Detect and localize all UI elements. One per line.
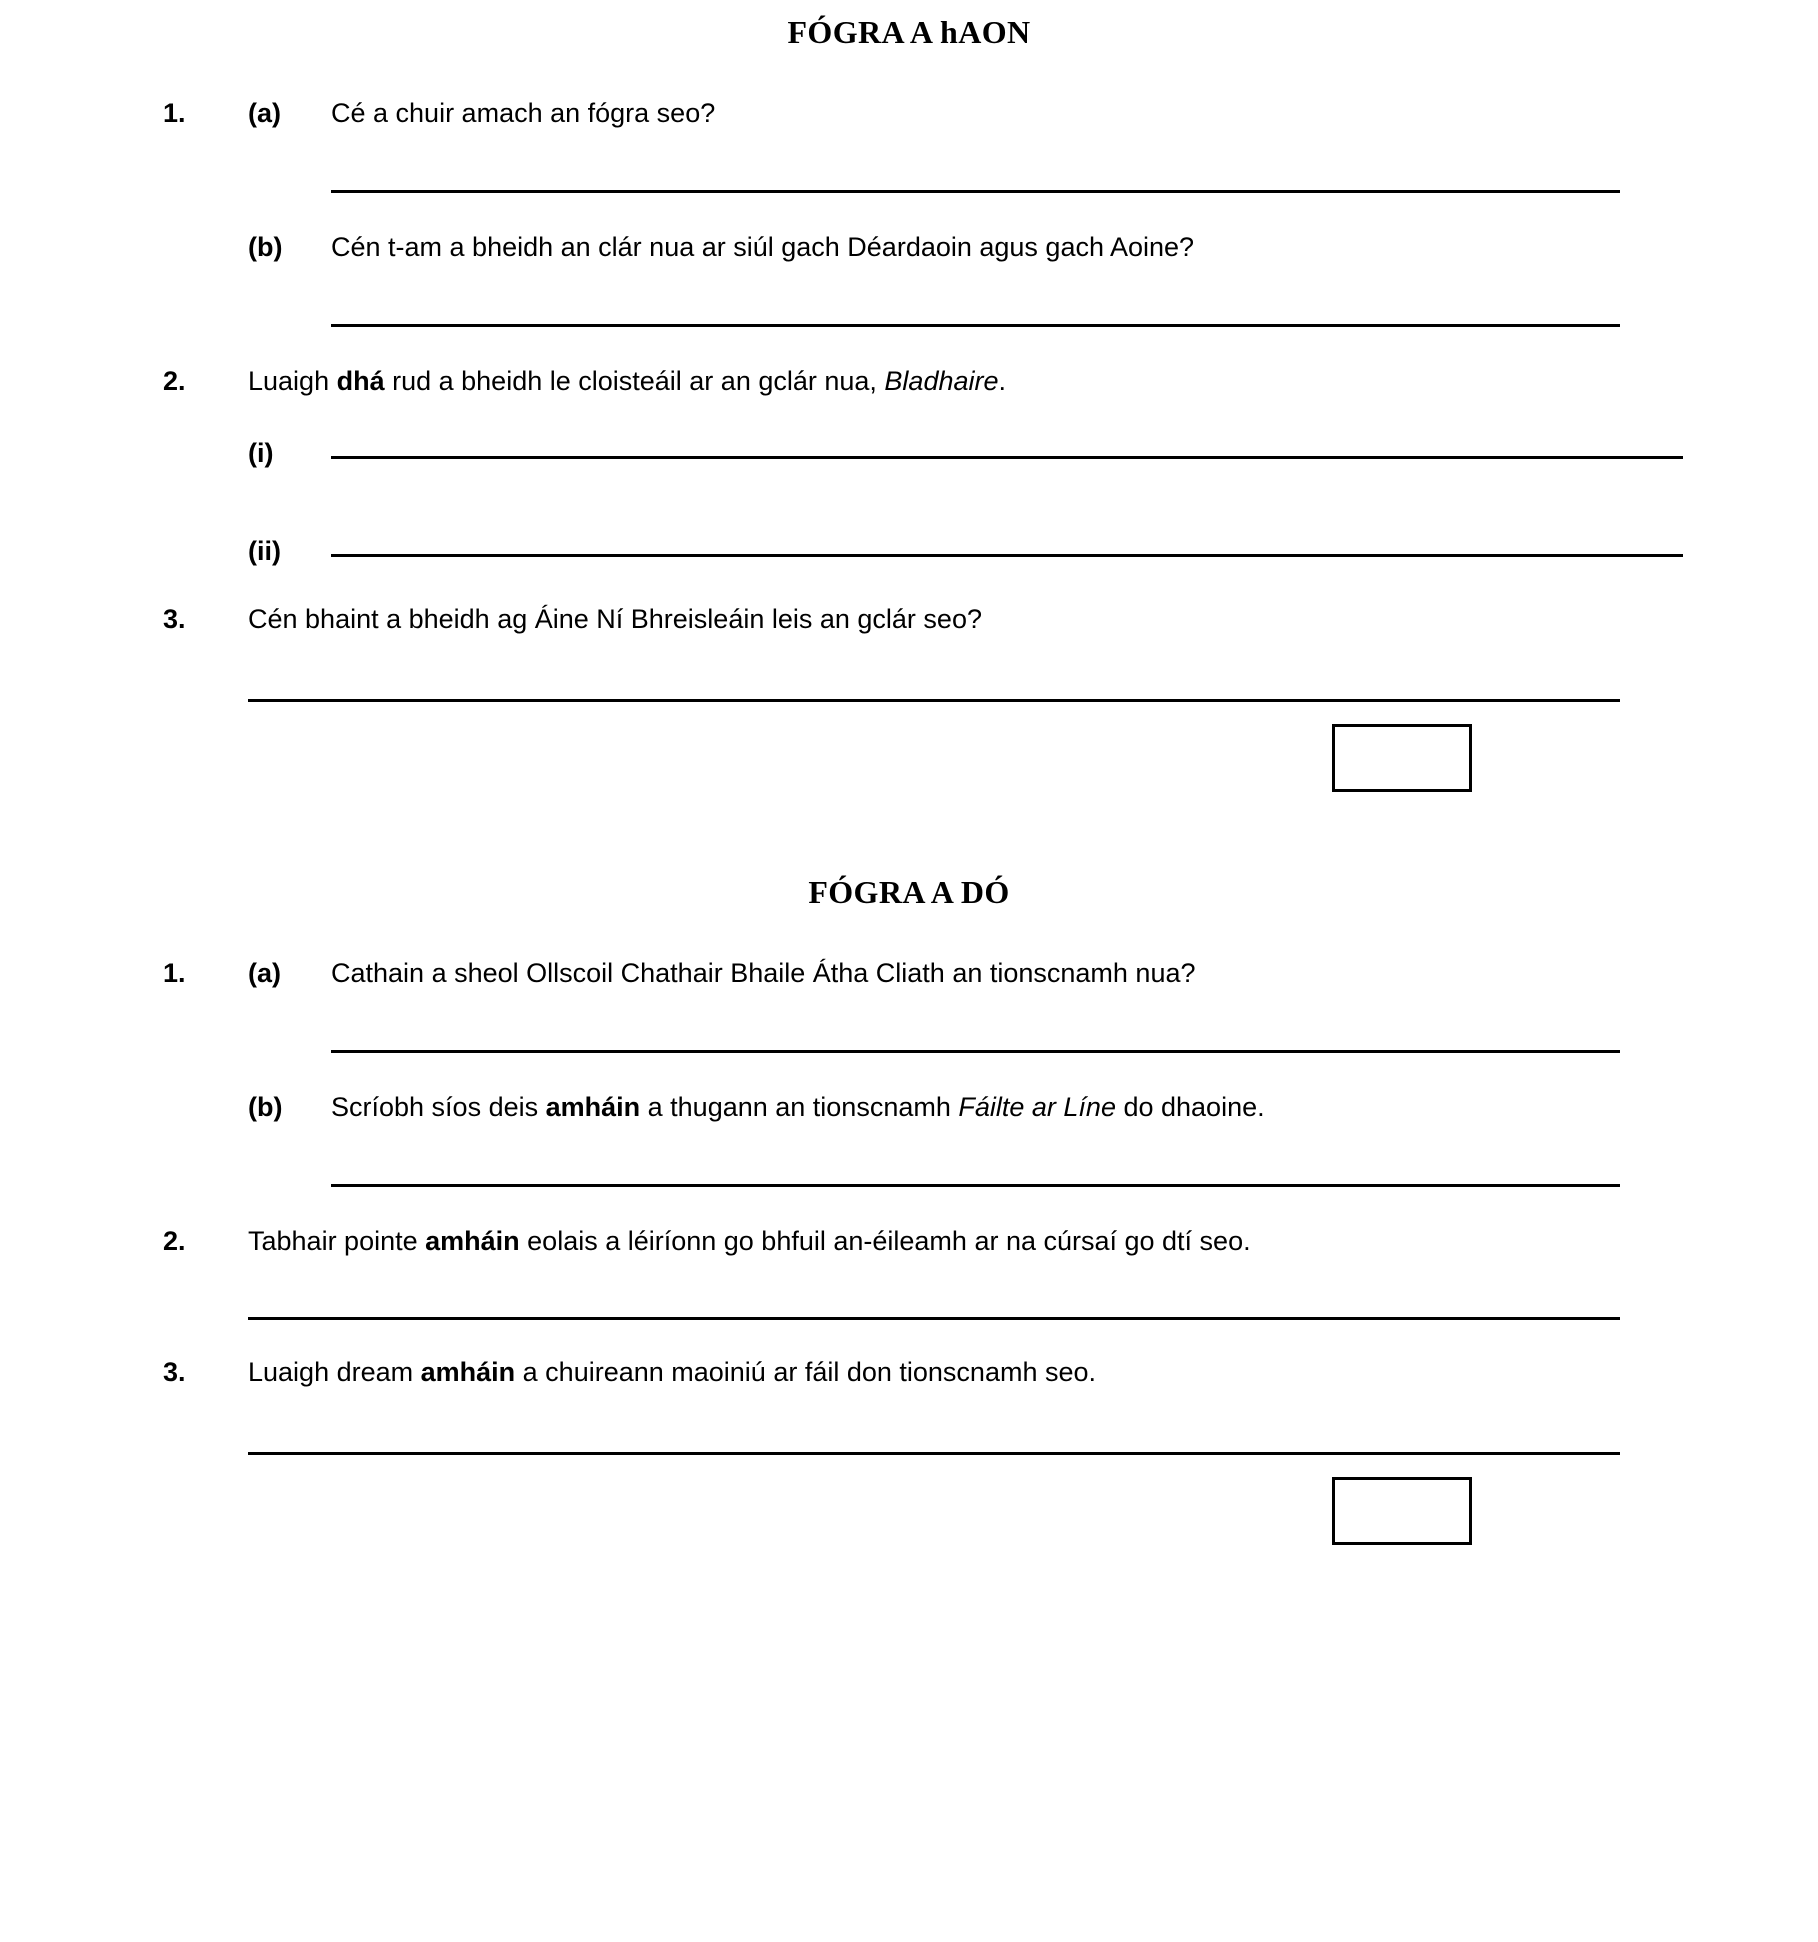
question-number: 1. [163,958,186,988]
question-letter: (a) [248,98,281,128]
question-letter: (b) [248,1091,283,1122]
emphasis-italic: Bladhaire [884,365,999,396]
answer-line-2ii[interactable] [331,554,1683,557]
mark-box[interactable] [1332,724,1472,792]
question-2-3 [0,1356,1818,1390]
emphasis-bold: amháin [425,1225,520,1256]
emphasis-bold: amháin [545,1091,641,1122]
question-2-2 [0,1225,1818,1259]
question-1a [0,97,1818,131]
question-number: 3. [163,1357,186,1388]
subitem-label: (i) [248,438,274,469]
question-text: Cé a chuir amach an fógra seo? [331,98,716,128]
question-text: Cén t-am a bheidh an clár nua ar siúl gach Déardaoin agus gach Aoine? [331,231,1195,262]
question-text: Cén bhaint a bheidh ag Áine Ní Bhreisleáin leis an gclár seo? [248,604,982,635]
subitem-i [0,438,1818,469]
question-number: 1. [163,98,186,128]
question-text: Luaigh dream amháin a chuireann maoiniú ar fáil don tionscnamh seo. [248,1357,1096,1388]
question-3 [0,603,1818,637]
emphasis-bold: amháin [420,1357,516,1388]
question-text: Luaigh dhá rud a bheidh le cloisteáil ar an gclár nua, Bladhaire. [248,365,1007,396]
question-text: Cathain a sheol Ollscoil Chathair Bhaile Átha Cliath an tionscnamh nua? [331,958,1196,988]
question-text: Scríobh síos deis amháin a thugann an tionscnamh Fáilte ar Líne do dhaoine. [331,1091,1265,1122]
section-heading-two: FÓGRA A DÓ [808,874,1010,910]
emphasis-bold: dhá [336,365,385,396]
answer-line-2i[interactable] [331,456,1683,459]
question-number: 2. [163,365,186,396]
emphasis-italic: Fáilte ar Líne [958,1091,1116,1122]
question-letter: (a) [248,958,281,988]
markbox-container-two [0,1477,1818,1545]
question-number: 2. [163,1225,186,1256]
question-1b [0,231,1818,265]
question-letter: (b) [248,231,283,262]
question-text: Tabhair pointe amháin eolais a léiríonn go bhfuil an-éileamh ar na cúrsaí go dtí seo. [248,1225,1251,1256]
markbox-container-one [0,724,1818,792]
question-2-1b [0,1091,1818,1125]
section-heading-one: FÓGRA A hAON [787,14,1031,50]
subitem-ii [0,536,1818,567]
question-number: 3. [163,604,186,635]
mark-box[interactable] [1332,1477,1472,1545]
question-2 [0,365,1818,399]
question-2-1a [0,957,1818,991]
subitem-label: (ii) [248,536,281,567]
